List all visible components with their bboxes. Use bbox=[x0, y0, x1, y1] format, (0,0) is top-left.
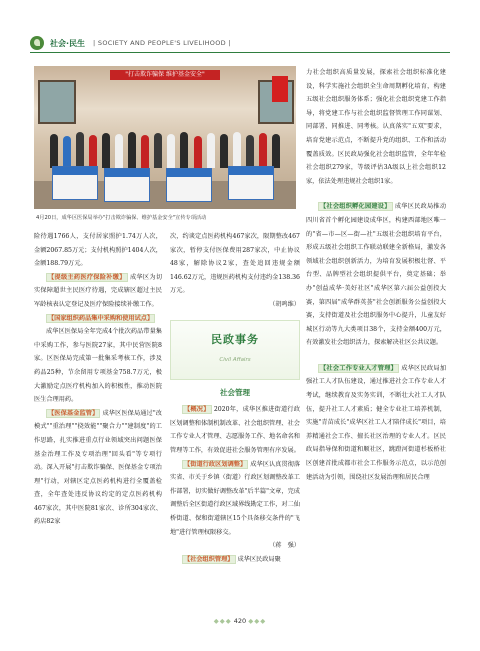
section-heading: 【社会工作专业人才管理】 bbox=[320, 364, 398, 372]
section-paragraph bbox=[34, 271, 162, 312]
section-text: 成华区医保局通过"改模式""重治理""挠效能""聚合力""建制度"的工作思路，扎实推进重点行业领域突出问题医保基金治理工作及专项治理"回头看"等专项行动。深入开展"打击欺诈骗保、医保基金专项治理"行动，对辖区定点医药机构进行全覆盖检查，全年查处违反协议约定的定点医药机构467家次，其中医院81家次、诊所304家次、药店82家 bbox=[34, 409, 162, 526]
section-text: 成华区为切实保障超世主民医疗待遇，完成辖区超过主民军龄核表认定登记及医疗保险接续补缴工作。 bbox=[34, 273, 163, 308]
photo-window bbox=[38, 80, 76, 124]
section-text: 成华区民政局推动四川省首个孵化园建设成华区，构建西部地区唯一的"省—市—区—街—社"五级社会组织培育平台，形成五级社会组织工作联动联建全新格局，激发各领域社会组织创新活力，为培育发展积极壮督、平台型、品牌型社会组织提供平台，奠定基础；举办"创益成华·美好社区"成华区第六届公益创投大赛，第四届"成华群英荟"社会创新服务公益创投大赛，支持街道及社会组织服务中心提升，儿童友好城区行动等九大类项目38个，支持金额400万元，有效激发社会组织活力，探索解决社区公共议题。 bbox=[306, 203, 447, 347]
page-footer bbox=[0, 617, 480, 625]
section-heading: 【街道行政区划调整】 bbox=[184, 460, 247, 468]
section-paragraph bbox=[306, 200, 446, 350]
section-paragraph bbox=[170, 553, 300, 567]
section-heading: 【提级主药医疗保险补缴】 bbox=[48, 273, 126, 281]
display-board bbox=[52, 166, 98, 200]
display-board bbox=[104, 168, 150, 202]
section-text: 成华区民政局聚 bbox=[237, 555, 281, 563]
column-1 bbox=[34, 230, 162, 529]
paragraph: 险待遇1766人，支付居家照护1.74万人次，金额2067.85万元；支付机构照护1404人次，金额188.79万元。 bbox=[34, 233, 162, 268]
section-heading: 【社会组织管理】 bbox=[184, 555, 234, 563]
section-text: 成华区民政局加强社工人才队伍建设，通过推进社会工作专业人才考试，继续教育及实务实训，不断壮大社工人才队伍，提升社工人才素质；健全专业社工培养机制，实施"青苗成长"成华区社工人才陪伴成长"项目，培养精通社会工作、擅长社区治理的专业人才。区民政局指导保和街道和顺社区，跳蹬河街道杉板桥社区创建首批成都市社会工作服务示范点，以示范创建活动为引领，围绕社区发展治理和居民合理 bbox=[306, 364, 447, 481]
section-paragraph bbox=[170, 403, 300, 457]
section-paragraph bbox=[306, 362, 446, 484]
photo-banner-text: "打击欺诈骗保 维护基金安全" bbox=[125, 71, 205, 78]
photo-people bbox=[50, 128, 280, 168]
photo-caption: 4月20日，成华区医保局举办"打击欺诈骗保、维护基金安全"宣传专项活动 bbox=[36, 215, 207, 221]
section-heading: 【社会组织孵化园建设】 bbox=[320, 203, 391, 211]
display-board bbox=[228, 166, 274, 200]
page-number: 420 bbox=[233, 617, 247, 625]
section-text: 成华区认真贯彻落实省、市关于乡镇（街道）行政区划调整改革工作部署，切实做好调整改革"后半篇"文章，完成调整后全区街道行政区域界线勘定工作，对二仙桥街道、保和街道辖区15个具备移交条件的"飞地"进行管理权限移交。 bbox=[170, 460, 301, 536]
subsection-title: 社会管理 bbox=[220, 387, 250, 397]
section-title: 社会·民生 bbox=[50, 38, 86, 48]
section-banner-box bbox=[170, 320, 300, 380]
page-header bbox=[30, 35, 450, 51]
footer-dots-left: ◆◆◆ bbox=[213, 617, 232, 625]
section-heading: 【国家组织药品集中采购和使用试点】 bbox=[48, 314, 154, 322]
section-heading: 【概况】 bbox=[184, 406, 210, 414]
section-paragraph bbox=[34, 407, 162, 529]
header-rule bbox=[30, 52, 450, 53]
section-paragraph bbox=[34, 312, 162, 326]
red-flag bbox=[272, 76, 288, 102]
section-heading: 【医保基金监管】 bbox=[48, 409, 99, 417]
banner-title-en: Civil Affairs bbox=[219, 356, 251, 363]
event-photo bbox=[34, 66, 296, 209]
display-board bbox=[166, 168, 212, 202]
section-title-en: | SOCIETY AND PEOPLE'S LIVELIHOOD | bbox=[93, 39, 231, 47]
section-text: 成华区医保局全年完成4个批次药品带量集中采购工作，参与医院27家，其中民营医院8家。区医保局完成第一批集采考核工作，涉及药品25种，节余留用专项基金758.7万元，极大激励定点医疗机构加入的积极性，推动医院医生合理用药。 bbox=[34, 328, 162, 404]
paragraph: 力社会组织高质量发展，探索社会组织标准化建设，科学实施社会组织全生命周期孵化培育，构建五级社会组织服务体系；强化社会组织党建工作指导，将党建工作与社会组织监督管理工作同谋划、同部署、同推进、同考核。认真落实"五双"要求，培育党建示范点，不断提升党的组织、工作和活动覆盖质效。区民政局强化社会组织监管，全年年检社会组织279家，等级评估3A级以上社会组织12家，依法处理违规社会组织1家。 bbox=[306, 69, 446, 185]
author-sign: （胡鸣维） bbox=[269, 300, 300, 308]
section-leaf-icon bbox=[30, 36, 44, 50]
column-2 bbox=[170, 230, 300, 566]
footer-dots-right: ◆◆◆ bbox=[248, 617, 267, 625]
banner-title: 民政事务 bbox=[211, 332, 259, 346]
author-sign: （蒋 强） bbox=[269, 542, 300, 550]
section-text: 2020年，成华区推进街道行政区划调整和体制机制改革、社会组织管理、社会工作专业人才管理、志愿服务工作、地名命名和管理等工作，有效促进社会服务管理有序发展。 bbox=[170, 406, 301, 454]
column-3 bbox=[306, 66, 446, 484]
paragraph: 次，约谈定点医药机构467家次，限期整改467家次，暂停支付医保费用287家次，中止协议48家，解除协议2家，查处追回违规金额146.62万元，违规医药机构支付违约金138.36万元。 bbox=[170, 233, 300, 295]
section-paragraph bbox=[170, 458, 300, 540]
